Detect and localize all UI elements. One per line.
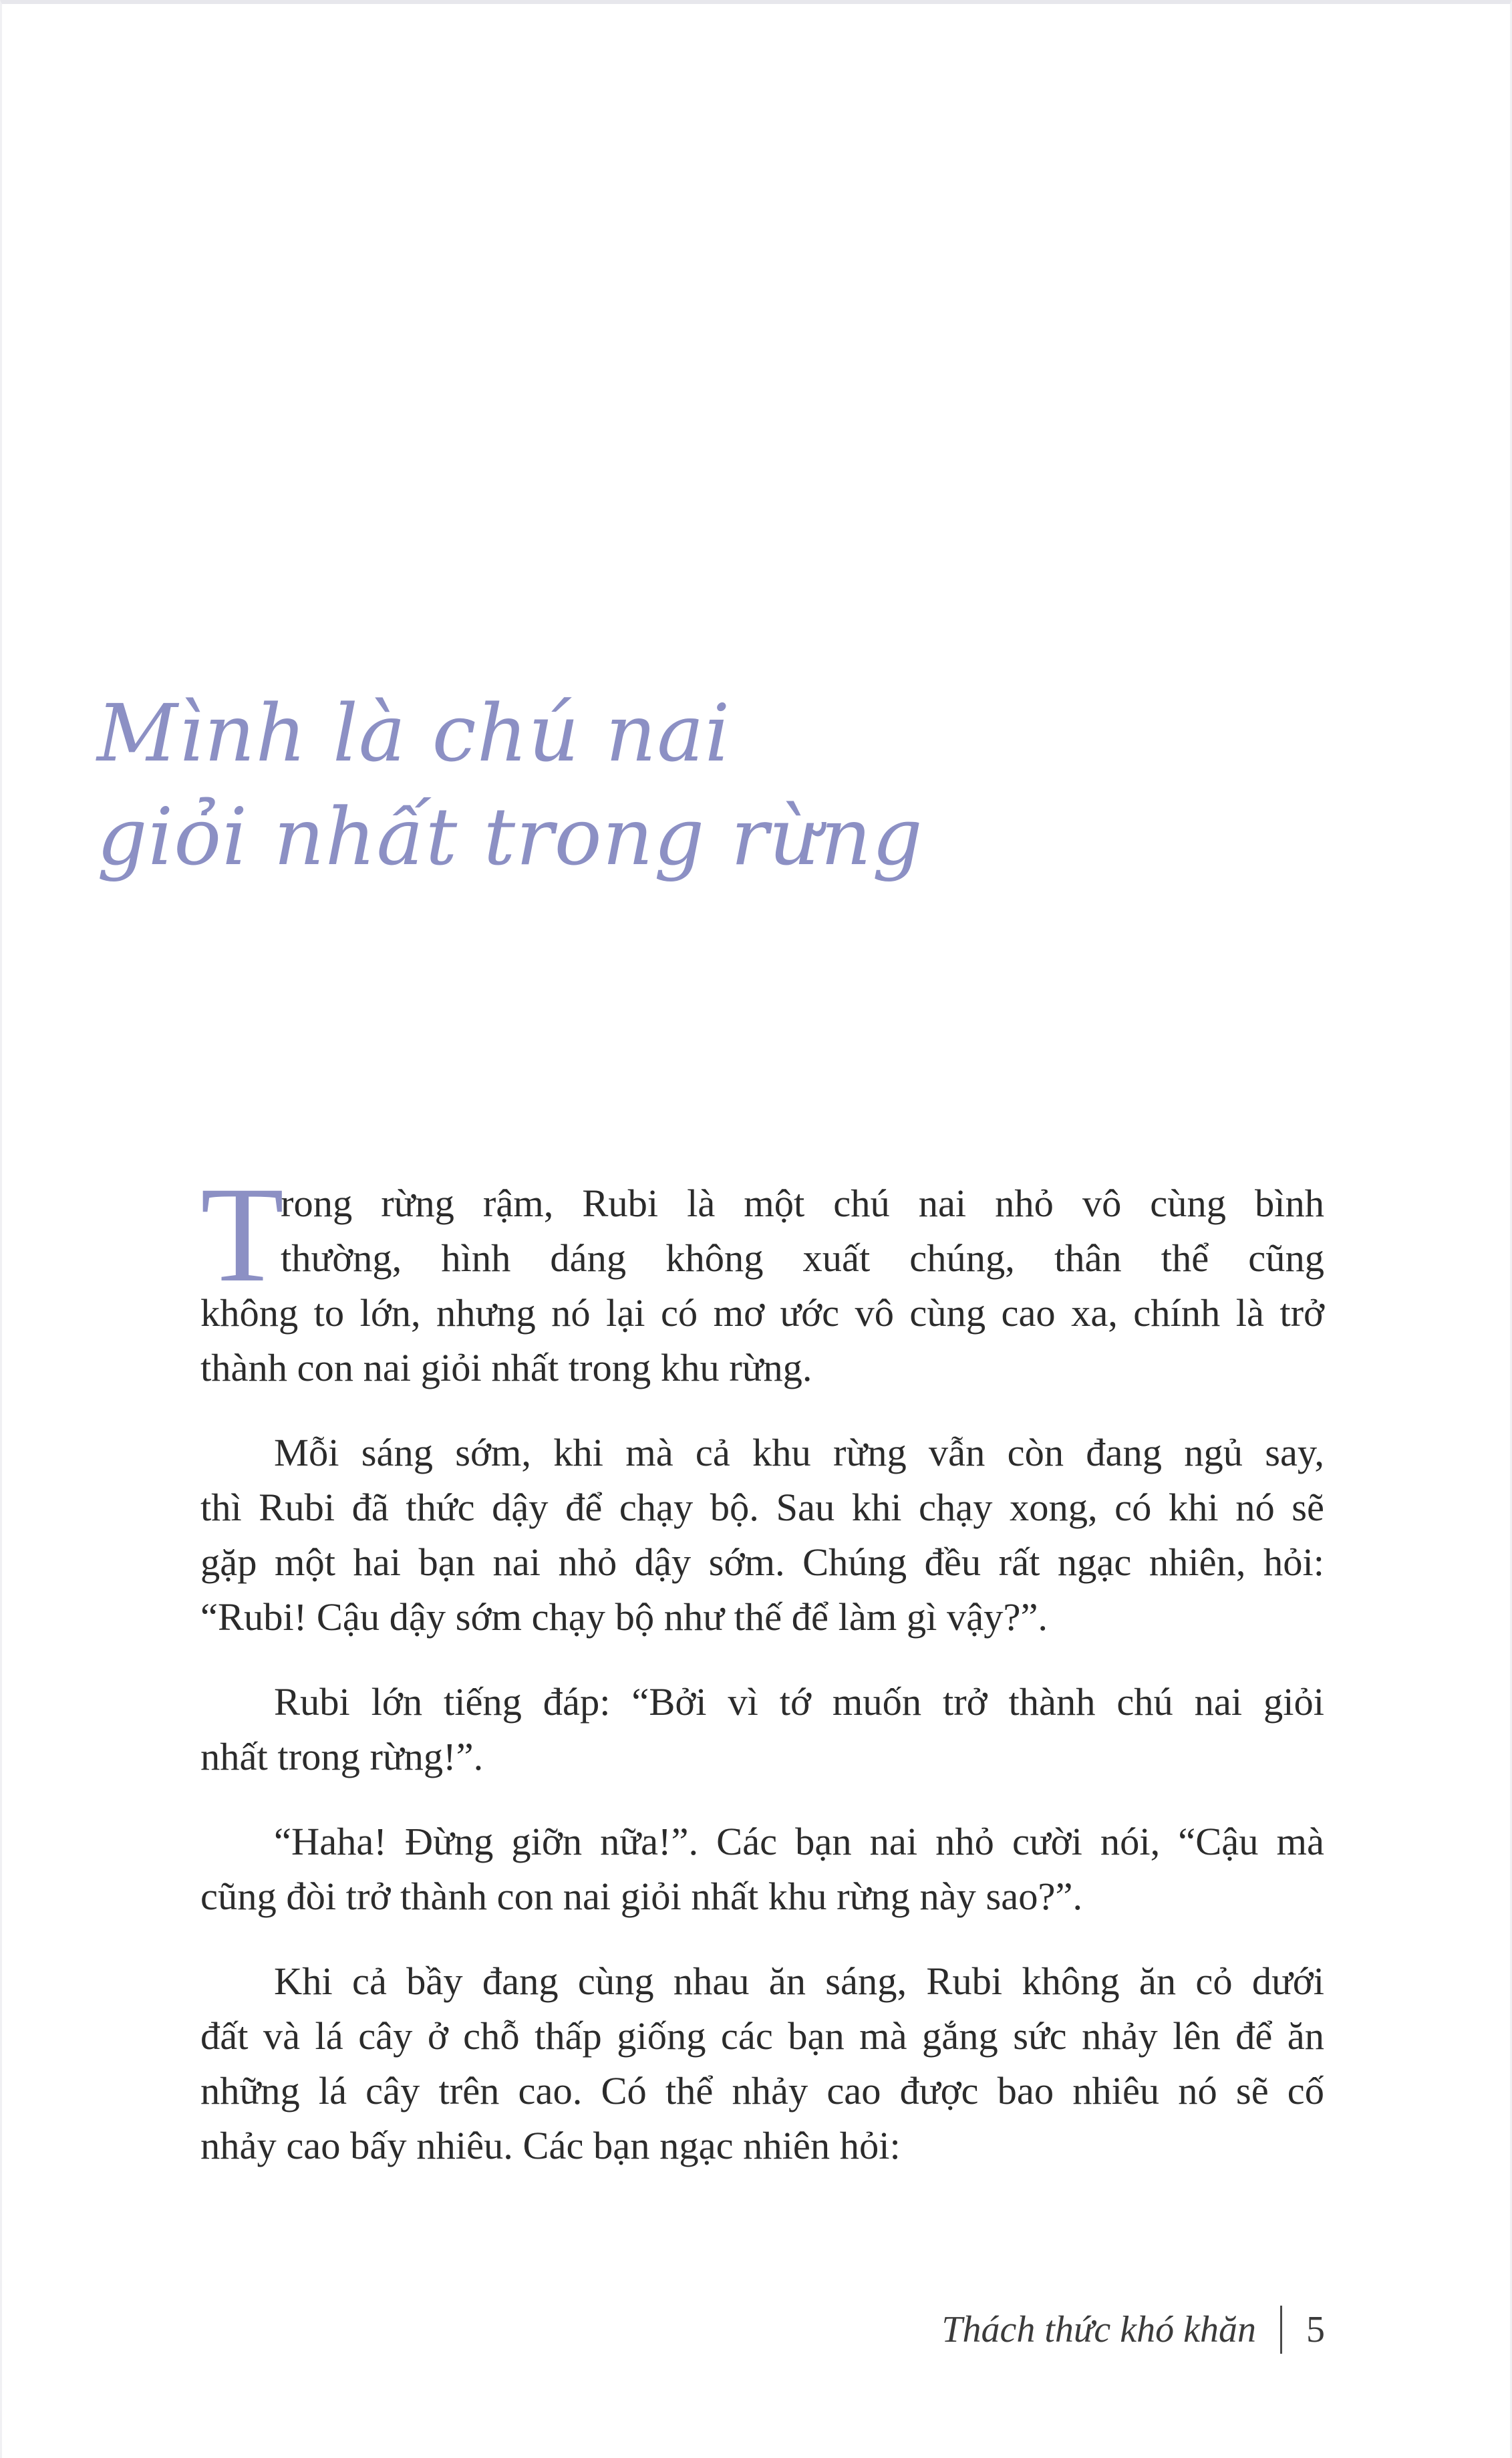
paragraph-line: nhất trong rừng!”. bbox=[200, 1735, 484, 1778]
chapter-title-line-2: giỏi nhất trong rừng bbox=[97, 791, 923, 883]
paragraph-line: thành con nai giỏi nhất trong khu rừng. bbox=[200, 1346, 812, 1389]
paragraph-line: Mỗi sáng sớm, khi mà cả khu rừng vẫn còn đang ngủ say, bbox=[274, 1431, 1324, 1474]
paragraph-line: cũng đòi trở thành con nai giỏi nhất khu rừng này sao?”. bbox=[200, 1875, 1083, 1918]
paragraph-line: nhảy cao bấy nhiêu. Các bạn ngạc nhiên hỏi: bbox=[200, 2124, 901, 2167]
drop-cap: T bbox=[200, 1159, 285, 1311]
paragraph-3 bbox=[200, 1675, 1324, 1784]
paragraph-line: gặp một hai bạn nai nhỏ dậy sớm. Chúng đều rất ngạc nhiên, hỏi: bbox=[200, 1540, 1324, 1584]
footer-divider bbox=[1280, 2306, 1282, 2354]
paragraph-line: “Haha! Đừng giỡn nữa!”. Các bạn nai nhỏ cười nói, “Cậu mà bbox=[274, 1820, 1324, 1863]
paragraph-line: “Rubi! Cậu dậy sớm chạy bộ như thế để làm gì vậy?”. bbox=[200, 1595, 1048, 1639]
paragraph-line: Rubi lớn tiếng đáp: “Bởi vì tớ muốn trở thành chú nai giỏi bbox=[274, 1680, 1324, 1724]
running-head: Thách thức khó khăn bbox=[941, 2309, 1256, 2350]
paragraph-line: những lá cây trên cao. Có thể nhảy cao được bao nhiêu nó sẽ cố bbox=[200, 2069, 1324, 2112]
paragraph-line: rong rừng rậm, Rubi là một chú nai nhỏ vô cùng bình bbox=[281, 1182, 1324, 1225]
page-footer bbox=[941, 2306, 1325, 2354]
chapter-title-line-1: Mình là chú nai bbox=[97, 687, 731, 779]
paragraph-2 bbox=[200, 1425, 1324, 1645]
paragraph-line: Khi cả bầy đang cùng nhau ăn sáng, Rubi không ăn cỏ dưới bbox=[274, 1959, 1324, 2003]
paragraph-1 bbox=[200, 1159, 1324, 1395]
page-number: 5 bbox=[1306, 2309, 1325, 2350]
paragraph-4 bbox=[200, 1814, 1324, 1924]
chapter-title bbox=[97, 682, 1366, 889]
paragraph-line: không to lớn, nhưng nó lại có mơ ước vô cùng cao xa, chính là trở bbox=[200, 1291, 1324, 1335]
paragraph-5 bbox=[200, 1954, 1324, 2173]
paragraph-line: thì Rubi đã thức dậy để chạy bộ. Sau khi chạy xong, có khi nó sẽ bbox=[200, 1486, 1324, 1529]
body-text bbox=[200, 1159, 1324, 2203]
paragraph-line: thường, hình dáng không xuất chúng, thân thể cũng bbox=[281, 1236, 1324, 1280]
paragraph-line: đất và lá cây ở chỗ thấp giống các bạn mà gắng sức nhảy lên để ăn bbox=[200, 2014, 1324, 2058]
